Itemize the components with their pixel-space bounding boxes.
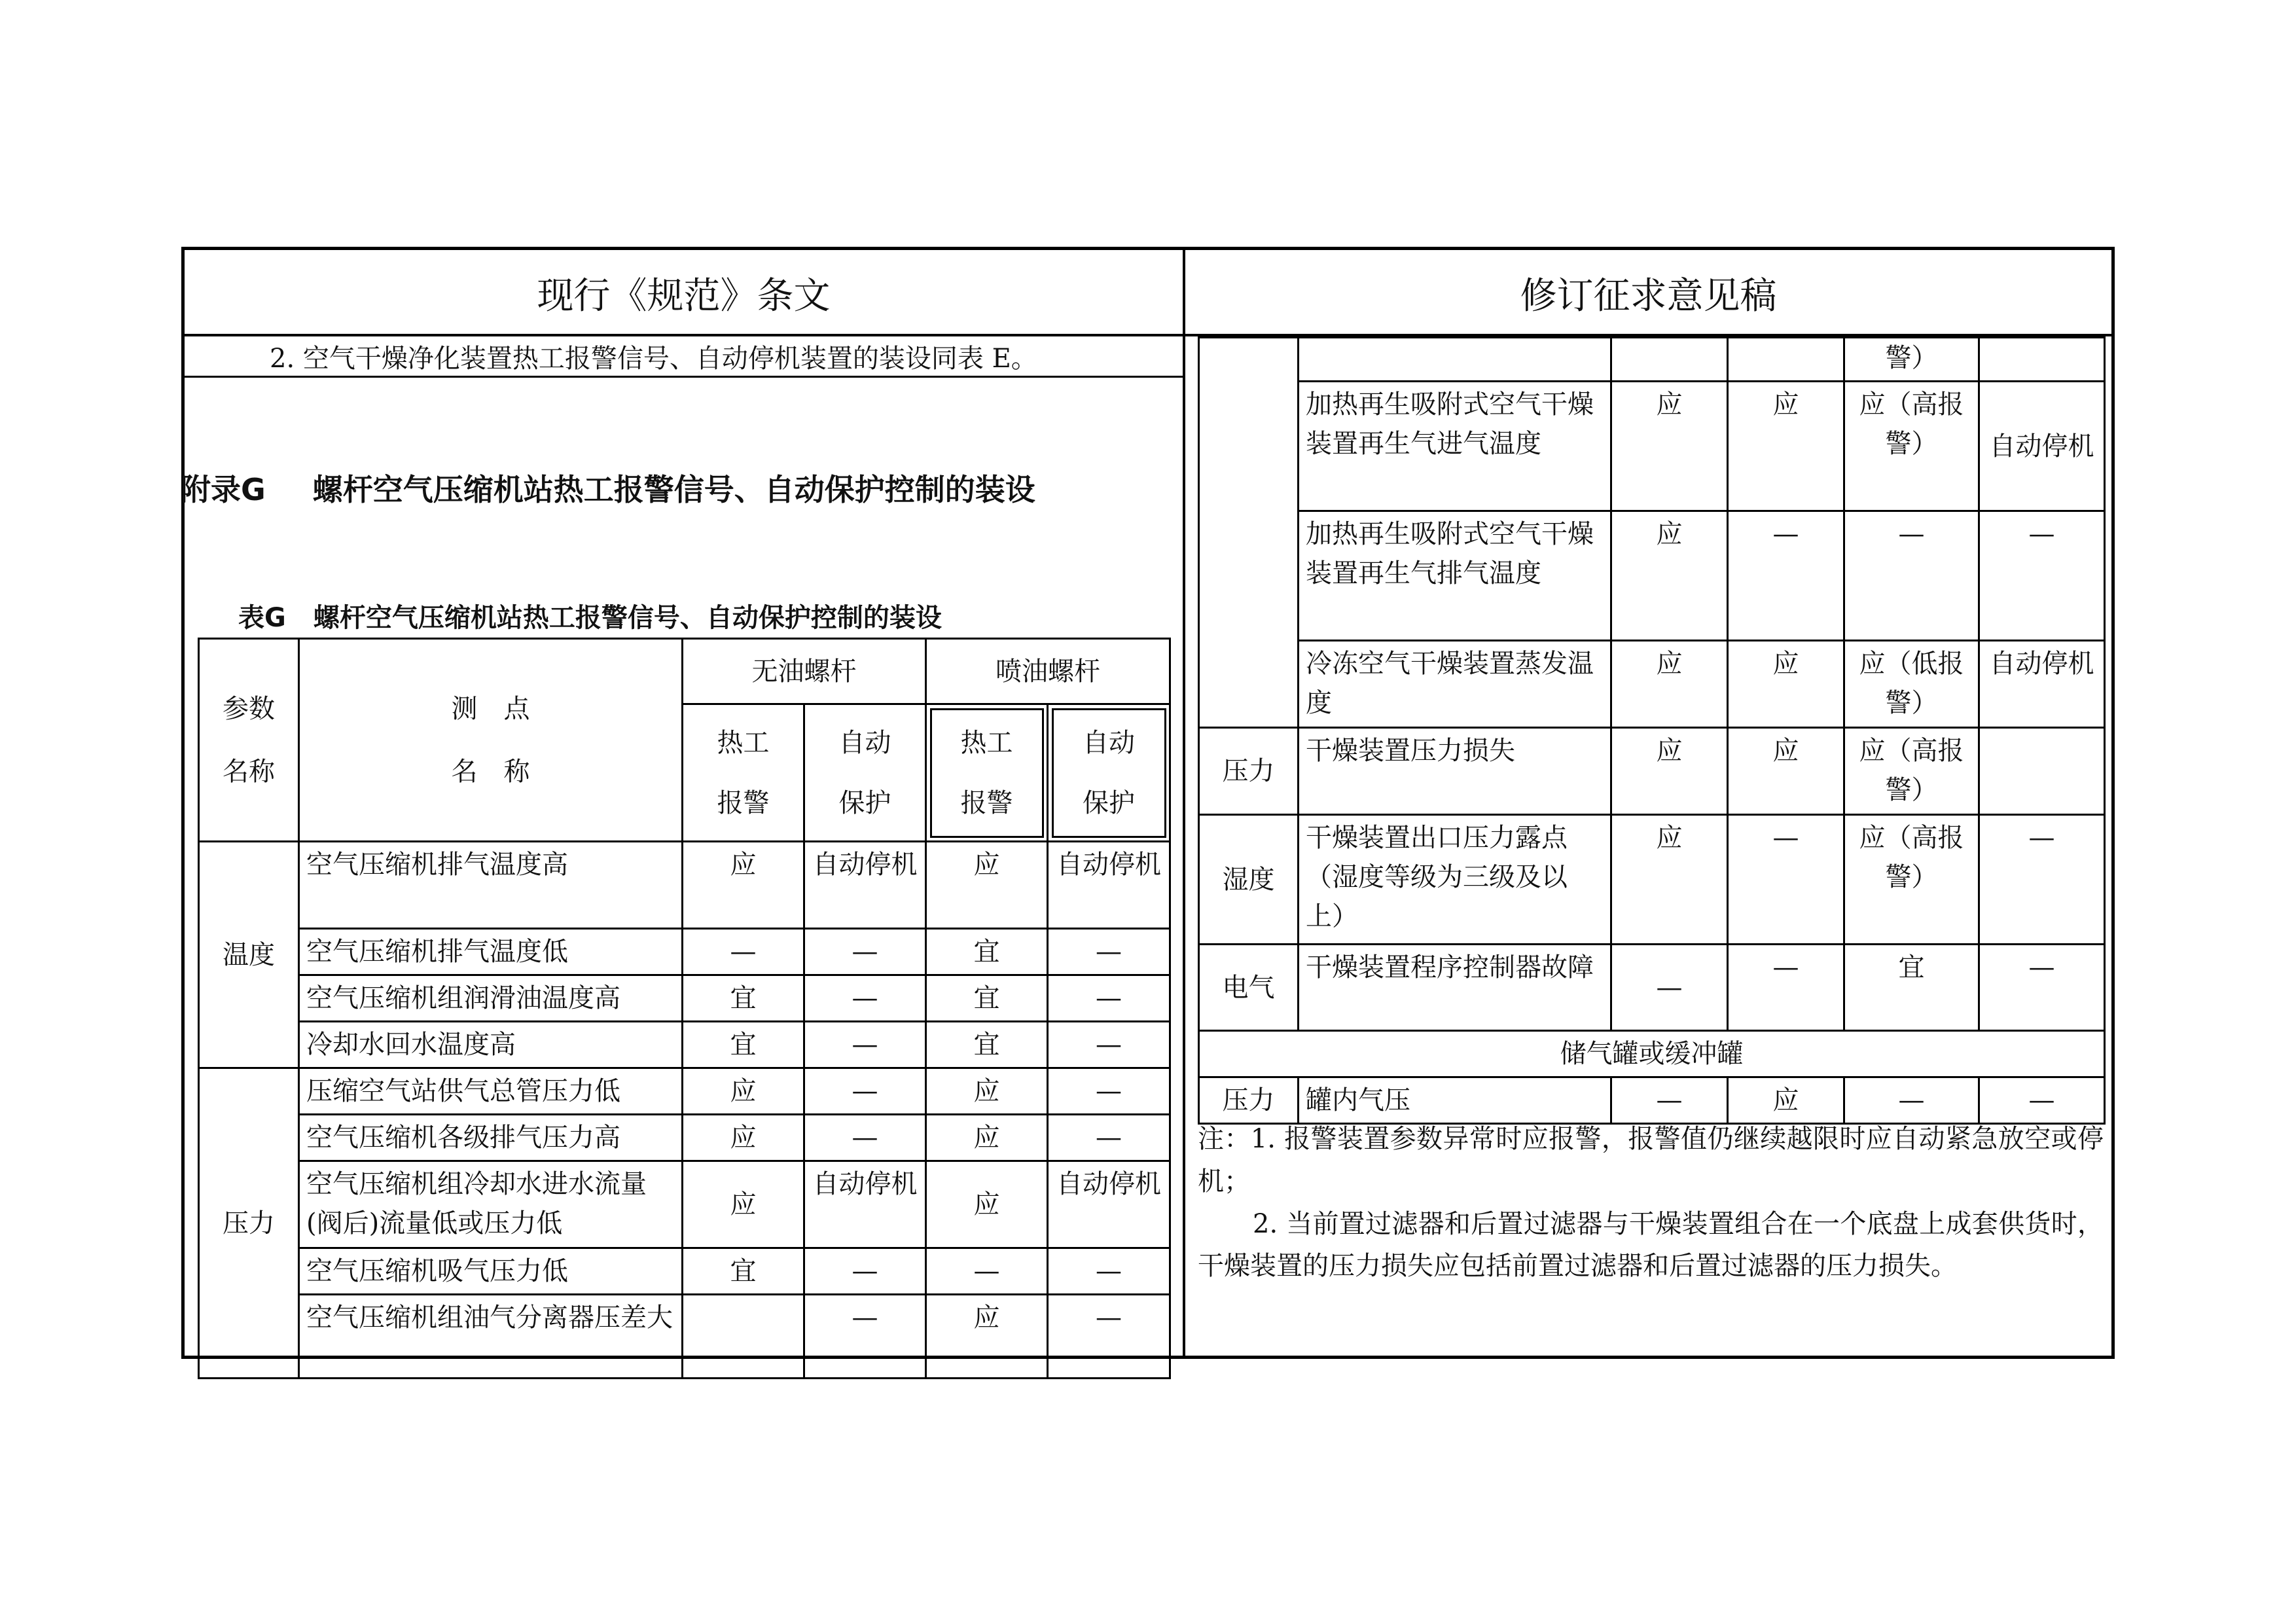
value-cell: 应	[926, 1115, 1048, 1161]
param-cell: 电气	[1199, 945, 1299, 1031]
value-cell	[1979, 728, 2105, 815]
value-cell: —	[1979, 815, 2105, 945]
param-cell: 压力	[199, 1068, 299, 1379]
table-row	[199, 1295, 1170, 1379]
value-cell: —	[1048, 1068, 1170, 1115]
point-cell: 干燥装置压力损失	[1299, 728, 1611, 815]
note-1: 注：1. 报警装置参数异常时应报警，报警值仍继续越限时应自动紧急放空或停机；	[1198, 1124, 2104, 1197]
param-cell: 温度	[199, 842, 299, 1068]
value-cell: —	[804, 975, 926, 1022]
point-cell: 加热再生吸附式空气干燥装置再生气进气温度	[1299, 382, 1611, 511]
value-cell: 应	[683, 1115, 804, 1161]
point-cell: 空气压缩机组冷却水进水流量(阀后)流量低或压力低	[299, 1161, 683, 1248]
point-cell: 冷却水回水温度高	[299, 1022, 683, 1068]
point-cell: 空气压缩机组润滑油温度高	[299, 975, 683, 1022]
point-cell: 罐内气压	[1299, 1077, 1611, 1124]
table-header-row	[199, 639, 1170, 704]
value-cell: 应	[1611, 382, 1728, 511]
value-cell: —	[804, 1068, 926, 1115]
value-cell: —	[1048, 1115, 1170, 1161]
table-row	[199, 1161, 1170, 1248]
value-cell: 自动停机	[1048, 1161, 1170, 1248]
table-row	[1199, 815, 2105, 945]
point-cell: 空气压缩机各级排气压力高	[299, 1115, 683, 1161]
column-divider	[1183, 247, 1185, 1359]
value-cell: 宜	[683, 1022, 804, 1068]
value-cell: 应	[683, 1161, 804, 1248]
value-cell: 应（高报警）	[1844, 728, 1979, 815]
value-cell: 宜	[926, 1022, 1048, 1068]
table-caption-text: 螺杆空气压缩机站热工报警信号、自动保护控制的装设	[313, 603, 942, 633]
table-row	[199, 1115, 1170, 1161]
table-row	[1199, 728, 2105, 815]
value-cell	[683, 1295, 804, 1379]
point-header-line: 测 点	[451, 693, 530, 724]
value-cell: —	[1048, 929, 1170, 975]
value-cell: 应	[1728, 382, 1844, 511]
point-cell	[1299, 338, 1611, 382]
value-cell: —	[1048, 1022, 1170, 1068]
oilinjected-header: 喷油螺杆	[926, 639, 1170, 704]
value-cell: 应	[926, 1161, 1048, 1248]
value-cell: —	[804, 1115, 926, 1161]
point-header-cell	[299, 639, 683, 842]
value-cell: 应	[926, 1068, 1048, 1115]
point-cell: 空气压缩机排气温度低	[299, 929, 683, 975]
value-cell: 宜	[926, 975, 1048, 1022]
table-notes	[1198, 1118, 2104, 1288]
table-row	[199, 975, 1170, 1022]
point-cell: 压缩空气站供气总管压力低	[299, 1068, 683, 1115]
oilfree-header: 无油螺杆	[683, 639, 926, 704]
value-cell: —	[804, 1022, 926, 1068]
point-header-line: 名 称	[451, 756, 530, 787]
value-cell: —	[1611, 945, 1728, 1031]
value-cell: —	[1048, 975, 1170, 1022]
table-row	[1199, 1077, 2105, 1124]
value-cell: —	[1844, 511, 1979, 641]
value-cell: —	[1979, 945, 2105, 1031]
value-cell: 宜	[1844, 945, 1979, 1031]
value-cell: —	[1979, 1077, 2105, 1124]
table-row	[199, 1022, 1170, 1068]
left-note-line: 2. 空气干燥净化装置热工报警信号、自动停机装置的装设同表 E。	[185, 336, 1183, 378]
note-2: 2. 当前置过滤器和后置过滤器与干燥装置组合在一个底盘上成套供货时，干燥装置的压力损失应包括前置过滤器和后置过滤器的压力损失。	[1198, 1208, 2104, 1282]
value-cell: —	[1979, 511, 2105, 641]
value-cell: 应	[683, 1068, 804, 1115]
point-cell: 冷冻空气干燥装置蒸发温度	[1299, 641, 1611, 728]
value-cell: —	[1048, 1248, 1170, 1295]
section-row	[1199, 1031, 2105, 1077]
right-draft-table	[1198, 336, 2106, 1125]
value-cell: —	[1611, 1077, 1728, 1124]
param-header-cell	[199, 639, 299, 842]
value-cell: 应	[1611, 728, 1728, 815]
param-cell: 湿度	[1199, 815, 1299, 945]
value-cell	[1611, 338, 1728, 382]
value-cell: 应（高报警）	[1844, 815, 1979, 945]
value-cell: 警）	[1844, 338, 1979, 382]
alarm-subheader: 热工 报警	[683, 704, 804, 842]
value-cell: 自动停机	[804, 842, 926, 929]
value-cell: —	[804, 929, 926, 975]
table-row	[1199, 338, 2105, 382]
appendix-label: 附录G	[181, 472, 266, 507]
value-cell: —	[1728, 511, 1844, 641]
value-cell: —	[804, 1295, 926, 1379]
param-cell: 压力	[1199, 1077, 1299, 1124]
point-cell: 干燥装置程序控制器故障	[1299, 945, 1611, 1031]
value-cell: 自动停机	[1979, 641, 2105, 728]
table-row	[199, 1248, 1170, 1295]
value-cell: 宜	[683, 1248, 804, 1295]
value-cell: 应	[1611, 641, 1728, 728]
table-caption-label: 表G	[238, 603, 286, 633]
value-cell: —	[804, 1248, 926, 1295]
value-cell: 应	[926, 1295, 1048, 1379]
table-row	[199, 929, 1170, 975]
value-cell: —	[683, 929, 804, 975]
appendix-title-text: 螺杆空气压缩机站热工报警信号、自动保护控制的装设	[312, 472, 1035, 507]
value-cell: 应	[683, 842, 804, 929]
param-header-line: 名称	[223, 756, 275, 787]
value-cell: —	[1048, 1295, 1170, 1379]
protect-subheader: 自动 保护	[1048, 704, 1170, 842]
value-cell: 应（低报警）	[1844, 641, 1979, 728]
point-cell: 干燥装置出口压力露点（湿度等级为三级及以上）	[1299, 815, 1611, 945]
section-title: 储气罐或缓冲罐	[1199, 1031, 2105, 1077]
table-row	[199, 1068, 1170, 1115]
protect-subheader: 自动 保护	[804, 704, 926, 842]
param-cell: 压力	[1199, 728, 1299, 815]
value-cell: 自动停机	[1048, 842, 1170, 929]
value-cell: 应	[1728, 728, 1844, 815]
value-cell: 应	[1611, 815, 1728, 945]
table-row	[1199, 945, 2105, 1031]
alarm-subheader: 热工 报警	[926, 704, 1048, 842]
value-cell: 应（高报警）	[1844, 382, 1979, 511]
value-cell: —	[1844, 1077, 1979, 1124]
point-cell: 空气压缩机组油气分离器压差大	[299, 1295, 683, 1379]
table-row	[1199, 511, 2105, 641]
value-cell: 应	[1611, 511, 1728, 641]
value-cell: —	[926, 1248, 1048, 1295]
value-cell: 应	[1728, 641, 1844, 728]
table-row	[1199, 382, 2105, 511]
value-cell: 自动停机	[1979, 382, 2105, 511]
value-cell: —	[1728, 945, 1844, 1031]
value-cell: 宜	[926, 929, 1048, 975]
table-row	[199, 842, 1170, 929]
param-header-line: 参数	[223, 693, 275, 724]
value-cell: 应	[1728, 1077, 1844, 1124]
point-cell: 加热再生吸附式空气干燥装置再生气排气温度	[1299, 511, 1611, 641]
value-cell: 应	[926, 842, 1048, 929]
value-cell	[1728, 338, 1844, 382]
value-cell: 宜	[683, 975, 804, 1022]
point-cell: 空气压缩机排气温度高	[299, 842, 683, 929]
value-cell: —	[1728, 815, 1844, 945]
left-spec-table	[198, 638, 1171, 1379]
current-spec-heading: 现行《规范》条文	[537, 274, 831, 317]
appendix-title	[181, 466, 1035, 509]
table-caption	[238, 597, 942, 634]
param-cell-empty	[1199, 338, 1299, 728]
revision-draft-heading: 修订征求意见稿	[1520, 274, 1777, 317]
value-cell: 自动停机	[804, 1161, 926, 1248]
table-row	[1199, 641, 2105, 728]
point-cell: 空气压缩机吸气压力低	[299, 1248, 683, 1295]
value-cell	[1979, 338, 2105, 382]
